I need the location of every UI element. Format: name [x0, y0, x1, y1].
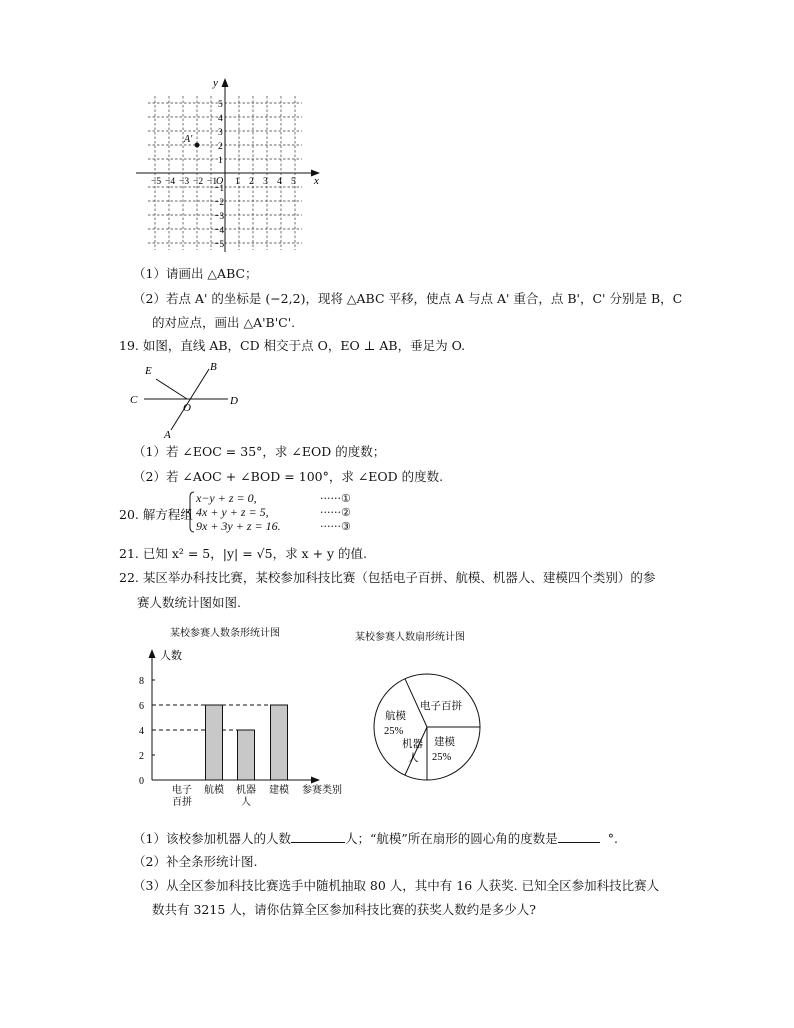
y-tick-label: 1 — [218, 156, 223, 166]
y-tick-labels — [214, 100, 224, 250]
bar-y-tick-label: 2 — [139, 751, 144, 762]
q22-part3-cont: 数共有 3215 人，请你估算全区参加科技比赛的获奖人数约是多少人? — [152, 902, 536, 917]
q19-part1: （1）若 ∠EOC = 35°，求 ∠EOD 的度数； — [133, 444, 386, 459]
bar-category-label: 机器 — [236, 785, 256, 796]
pie-label-robot-2: 人 — [408, 753, 419, 764]
answer-blank-2[interactable] — [558, 830, 600, 843]
x-tick-label: 4 — [277, 177, 282, 187]
q18-part1-text: 请画出 △ABC； — [165, 266, 258, 281]
bar-y-tick-label: 6 — [139, 701, 144, 712]
q18-part2 — [133, 291, 682, 307]
equation-tag-3: ······③ — [320, 520, 351, 533]
bar-category-label: 人 — [241, 797, 251, 808]
x-tick-label: 5 — [291, 177, 296, 187]
q18-part2-text: 若点 A' 的坐标是 (−2,2)，现将 △ABC 平移，使点 A 与点 A' 重合，点 B'，C' 分别是 B，C — [165, 291, 683, 306]
equation-tag-1: ······① — [320, 492, 351, 505]
x-tick-label: −3 — [179, 177, 190, 187]
label-o: O — [183, 402, 191, 414]
bar-y-tick-label: 0 — [139, 776, 144, 787]
bar-category-label: 建模 — [269, 785, 289, 796]
label-c: C — [130, 394, 138, 406]
ray-eo — [156, 379, 187, 399]
x-tick-label: 2 — [249, 177, 254, 187]
q18-part1-num: （1） — [133, 266, 166, 281]
bar-category-label: 百拼 — [172, 797, 192, 808]
label-a: A — [164, 429, 171, 440]
bar-y-axis — [149, 649, 156, 780]
pie-label-robot-1: 机器 — [402, 739, 423, 750]
y-tick-label: 2 — [218, 142, 223, 152]
bar-y-tick-label: 8 — [139, 676, 144, 687]
q22-part1-b: 人；“航模”所在扇形的圆心角的度数是 — [344, 831, 558, 846]
q22-part1-c: °. — [607, 831, 618, 846]
q18-part2-num: （2） — [133, 291, 166, 306]
q19-figure — [126, 360, 246, 440]
x-tick-label: −5 — [151, 177, 162, 187]
y-axis-label: y — [213, 77, 218, 89]
y-tick-label: 5 — [218, 100, 223, 110]
x-tick-label: −1 — [207, 177, 218, 187]
y-tick-label: −3 — [214, 212, 225, 222]
y-tick-label: −4 — [214, 226, 225, 236]
point-a-prime-label: A' — [184, 134, 193, 145]
equation-2: 4x + y + z = 5, — [196, 505, 269, 519]
label-b: B — [210, 361, 217, 373]
bar-4 — [271, 705, 288, 780]
q18-part2-cont: 的对应点，画出 △A'B'C'. — [152, 315, 296, 330]
pie-chart-title: 某校参赛人数扇形统计图 — [355, 632, 465, 643]
pie-label-aviation: 航模 — [385, 711, 406, 722]
bar-category-label: 航模 — [204, 785, 224, 796]
y-tick-label: −5 — [214, 240, 225, 250]
q22-part3: （3）从全区参加科技比赛选手中随机抽取 80 人，其中有 16 人获奖. 已知全区参加科技比赛人 — [133, 878, 660, 893]
bar-y-ticks — [139, 676, 155, 787]
equation-tag-2: ······② — [320, 506, 351, 519]
x-axis-label: x — [314, 175, 319, 187]
y-tick-label: −2 — [214, 198, 225, 208]
label-e: E — [145, 365, 152, 377]
bar-x-label: 参赛类别 — [302, 785, 342, 796]
pie-chart — [350, 618, 510, 788]
q21-stem: 21. 已知 x² = 5，|y| = √5，求 x + y 的值. — [119, 546, 368, 561]
pie-pct-modeling: 25% — [432, 752, 452, 763]
bar-chart — [130, 618, 370, 813]
equation-1: x−y + z = 0, — [196, 491, 257, 505]
x-axis — [136, 170, 320, 177]
x-tick-label: 1 — [235, 177, 240, 187]
y-tick-label: 3 — [218, 128, 223, 138]
bar-y-label: 人数 — [160, 650, 182, 662]
q22-stem-line2: 赛人数统计图如图. — [137, 595, 241, 610]
y-tick-label: 4 — [218, 114, 223, 124]
q22-part1 — [133, 830, 618, 847]
y-tick-label: −1 — [214, 184, 225, 194]
label-d: D — [230, 395, 238, 407]
q19-part2: （2）若 ∠AOC + ∠BOD = 100°，求 ∠EOD 的度数. — [133, 469, 444, 484]
system-brace — [186, 491, 196, 533]
q22-stem-line1: 22. 某区举办科技比赛，某校参加科技比赛（包括电子百拼、航模、机器人、建模四个类别）的参 — [119, 570, 656, 585]
coordinate-grid — [130, 74, 340, 258]
origin-label: O — [216, 176, 224, 187]
equation-3: 9x + 3y + z = 16. — [196, 519, 281, 533]
pie-label-electronics: 电子百拼 — [420, 701, 462, 712]
bar-2 — [206, 705, 223, 780]
x-tick-label: −4 — [165, 177, 176, 187]
q18-part1 — [133, 266, 258, 282]
q22-part1-a: （1）该校参加机器人的人数 — [133, 831, 291, 846]
pie-label-modeling: 建模 — [434, 737, 455, 748]
pie-pct-aviation: 25% — [384, 726, 404, 737]
bar-y-tick-label: 4 — [139, 726, 144, 737]
answer-blank-1[interactable] — [291, 830, 345, 843]
q22-part2: （2）补全条形统计图. — [133, 854, 258, 869]
bar-x-axis — [152, 777, 320, 784]
bar-3 — [238, 730, 255, 780]
q19-stem: 19. 如图，直线 AB，CD 相交于点 O，EO ⊥ AB，垂足为 O. — [119, 338, 466, 353]
bar-category-label: 电子 — [172, 785, 192, 796]
q20-stem: 20. 解方程组 — [119, 507, 193, 522]
point-a-prime — [195, 143, 200, 148]
bar-series — [206, 705, 288, 780]
bar-chart-title: 某校参赛人数条形统计图 — [170, 628, 280, 639]
x-tick-label: −2 — [193, 177, 204, 187]
x-tick-label: 3 — [263, 177, 268, 187]
bar-category-labels — [172, 783, 289, 808]
